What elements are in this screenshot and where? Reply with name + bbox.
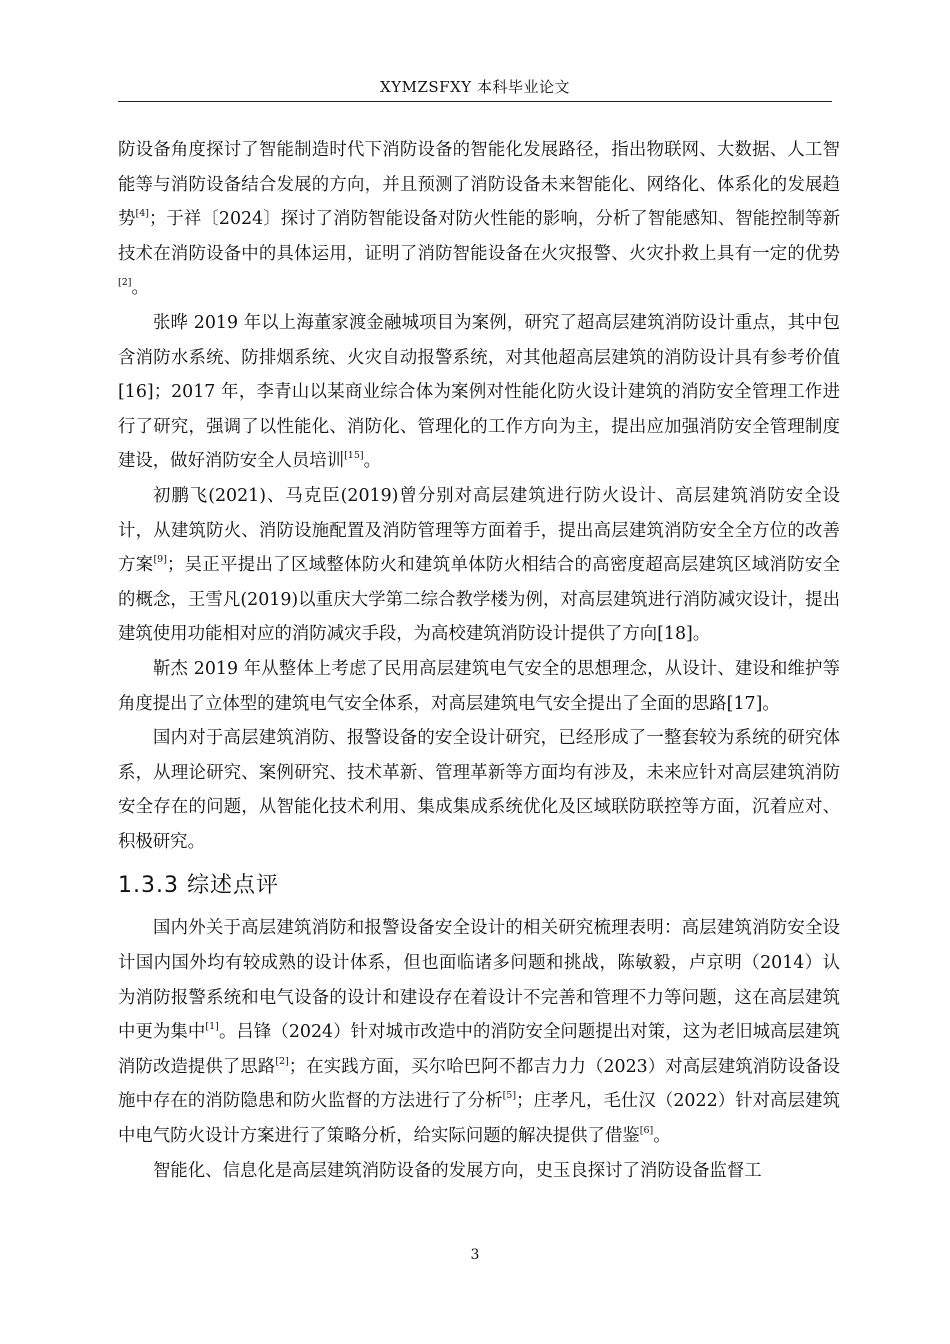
running-header [118,74,832,100]
header-rule [118,101,832,102]
citation-marker: [5] [502,1090,517,1102]
paragraph-text: ；吴正平提出了区域整体防火和建筑单体防火相结合的高密度超高层建筑区域消防安全的概念，王雪凡(2019)以重庆大学第二综合教学楼为例，对高层建筑进行消防减灾设计，提出建筑使用功能相对应的消防减灾手段，为高校建筑消防设计提供了方向[18]。 [118,555,840,645]
main-body [118,133,840,1188]
citation-marker: [1] [205,1021,219,1033]
page-number [0,1246,950,1264]
paragraph-text: 。 [131,278,149,299]
paragraph-text: 国内对于高层建筑消防、报警设备的安全设计研究，已经形成了一整套较为系统的研究体系，从理论研究、案例研究、技术革新、管理革新等方面均有涉及，未来应针对高层建筑消防安全存在的问题，从智能化技术利用、集成集成系统优化及区域联防联控等方面，沉着应对、积极研究。 [118,728,840,852]
citation-marker: [6] [639,1125,654,1137]
paragraph-group-after [118,911,840,1188]
paragraph-text: ；于祥〔2024〕探讨了消防智能设备对防火性能的影响，分析了智能感知、智能控制等新技术在消防设备中的具体运用，证明了消防智能设备在火灾报警、火灾扑救上具有一定的优势 [118,209,840,264]
body-paragraph [118,306,840,479]
paragraph-text: ；在实践方面，买尔哈巴阿不都吉力力（2023）对高层建筑消防设备设施中存在的消防隐患和防火监督的方法进行了分析 [118,1056,840,1112]
page-number-text: 3 [470,1247,480,1263]
citation-marker: [15] [344,450,364,462]
citation-marker: [2] [275,1055,289,1067]
paragraph-text: 初鹏飞(2021)、马克臣(2019)曾分别对高层建筑进行防火设计、高层建筑消防安全设计，从建筑防火、消防设施配置及消防管理等方面着手，提出高层建筑消防安全全方位的改善方案 [118,485,840,576]
body-paragraph [118,652,840,721]
citation-marker: [2] [118,277,132,289]
header-title: XYMZSFXY 本科毕业论文 [380,78,570,96]
body-paragraph [118,133,840,306]
paragraph-text: 智能化、信息化是高层建筑消防设备的发展方向，史玉良探讨了消防设备监督工 [153,1160,762,1181]
citation-marker: [4] [135,208,149,220]
paragraph-text: 张晔 2019 年以上海董家渡金融城项目为案例，研究了超高层建筑消防设计重点，其中包含消防水系统、防排烟系统、火灾自动报警系统，对其他超高层建筑的消防设计具有参考价值[16]；2017 年，李青山以某商业综合体为案例对性能化防火设计建筑的消防安全管理工作进行了研究，强调了以性能化、消防化、管理化的工作方向为主，提出应加强消防安全管理制度建设，做好消防安全人员培训 [118,312,840,472]
paragraph-text: 。吕锋（2024）针对城市改造中的消防安全问题提出对策，这为老旧城高层建筑消防改造提供了思路 [118,1022,840,1077]
section-heading [118,869,840,903]
paragraph-text: 防设备角度探讨了智能制造时代下消防设备的智能化发展路径，指出物联网、大数据、人工智能等与消防设备结合发展的方向，并且预测了消防设备未来智能化、网络化、体系化的发展趋势 [118,140,840,230]
paragraph-text: ；庄孝凡，毛仕汉（2022）针对高层建筑中电气防火设计方案进行了策略分析，给实际问题的解决提供了借鉴 [118,1091,840,1147]
body-paragraph [118,479,840,652]
paragraph-text: 。 [653,1126,671,1147]
section-heading-text: 1.3.3 综述点评 [118,873,279,899]
body-paragraph [118,721,840,859]
citation-marker: [9] [153,554,167,566]
body-paragraph [118,1154,840,1189]
paragraph-text: 靳杰 2019 年从整体上考虑了民用高层建筑电气安全的思想理念，从设计、建设和维护等角度提出了立体型的建筑电气安全体系，对高层建筑电气安全提出了全面的思路[17]。 [118,658,840,714]
paragraph-group-before [118,133,840,859]
paragraph-text: 。 [363,451,382,472]
body-paragraph [118,911,840,1153]
paragraph-text: 国内外关于高层建筑消防和报警设备安全设计的相关研究梳理表明：高层建筑消防安全设计国内国外均有较成熟的设计体系，但也面临诸多问题和挑战，陈敏毅，卢京明（2014）认为消防报警系统和电气设备的设计和建设存在着设计不完善和管理不力等问题，这在高层建筑中更为集中 [118,918,840,1043]
